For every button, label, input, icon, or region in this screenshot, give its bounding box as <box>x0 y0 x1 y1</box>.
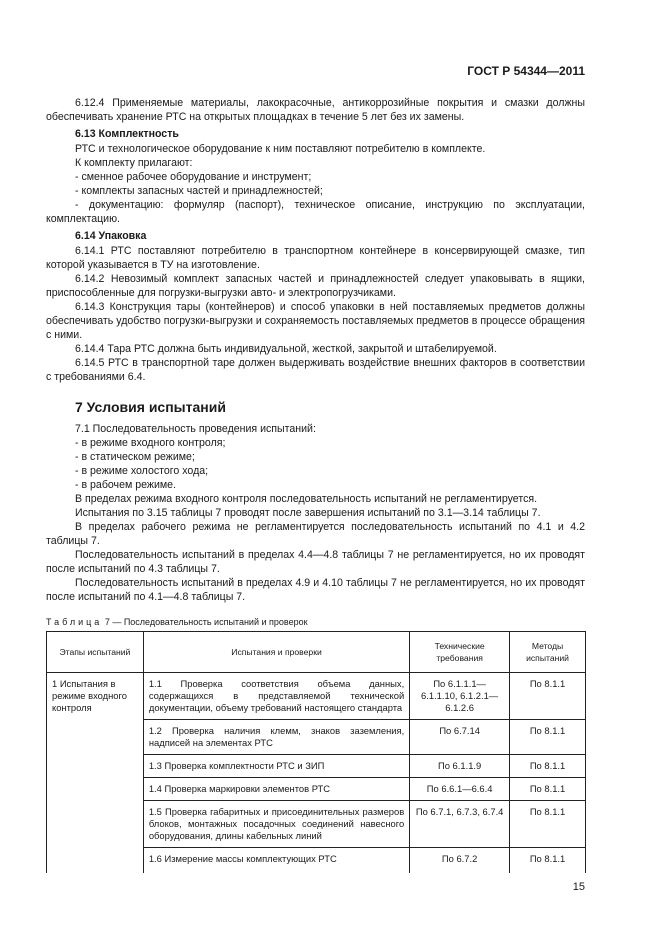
page-number: 15 <box>572 881 585 893</box>
table-cell: По 8.1.1 <box>510 755 586 778</box>
stage-cell: 1 Испытания в режиме входного контроля <box>47 673 144 874</box>
paragraph: 6.14.4 Тара РТС должна быть индивидуальной, жесткой, закрытой и штабелируемой. <box>75 343 497 355</box>
table-cell: 1.3 Проверка комплектности РТС и ЗИП <box>143 755 409 778</box>
table-cell: 1.1 Проверка соответствия объема данных, содержащихся в представляемой технической документации, объему требований настоящего стандарта <box>143 673 409 720</box>
paragraph: Последовательность испытаний в пределах 4.4—4.8 таблицы 7 не регламентируется, но их проводят после испытаний по 4.3 таблицы 7. <box>46 549 585 575</box>
paragraph: В пределах режима входного контроля последовательность испытаний не регламентируется. <box>75 493 538 505</box>
paragraph: К комплекту прилагают: <box>75 157 193 169</box>
caption-text: 7 — Последовательность испытаний и проверок <box>104 617 308 627</box>
column-header: Этапы испытаний <box>47 632 144 673</box>
chapter-heading: 7 Условия испытаний <box>75 399 226 415</box>
table-cell: По 8.1.1 <box>510 848 586 874</box>
paragraph: 6.14.3 Конструкция тары (контейнеров) и способ упаковки в ней поставляемых предметов должны обеспечивать удобство погрузки-выгрузки и сохраняемость поставляемых предметов в процессе обращения с ними. <box>46 301 585 341</box>
paragraph: 7.1 Последовательность проведения испытаний: <box>75 423 316 435</box>
list-item: - комплекты запасных частей и принадлежностей; <box>75 185 323 197</box>
column-header: Испытания и проверки <box>143 632 409 673</box>
table-cell: По 8.1.1 <box>510 778 586 801</box>
tests-table <box>46 631 586 873</box>
section-6-13 <box>46 127 585 226</box>
caption-label: Таблица <box>46 617 103 627</box>
paragraph: 6.12.4 Применяемые материалы, лакокрасочные, антикоррозийные покрытия и смазки должны обеспечивать хранение РТС на открытых площадках в течение 5 лет без их замены. <box>46 97 585 123</box>
document-id-header: ГОСТ Р 54344—2011 <box>467 64 585 78</box>
table-cell: 1.2 Проверка наличия клемм, знаков заземления, надписей на элементах РТС <box>143 720 409 755</box>
list-item: - в режиме входного контроля; <box>75 437 226 449</box>
paragraph: РТС и технологическое оборудование к ним поставляют потребителю в комплекте. <box>75 143 486 155</box>
table-cell: 1.6 Измерение массы комплектующих РТС <box>143 848 409 874</box>
column-header: Технические требования <box>410 632 510 673</box>
table-cell: По 6.7.1, 6.7.3, 6.7.4 <box>410 801 510 848</box>
list-item: - документацию: формуляр (паспорт), техническое описание, инструкцию по эксплуатации, комплектацию. <box>46 199 585 225</box>
paragraph: 6.14.1 РТС поставляют потребителю в транспортном контейнере в консервирующей смазке, тип которой указывается в ТУ на изготовление. <box>46 245 585 271</box>
table-cell: По 6.7.14 <box>410 720 510 755</box>
paragraph: В пределах рабочего режима не регламентируется последовательность испытаний по 4.1 и 4.2 таблицы 7. <box>46 521 585 547</box>
table-cell: 1.4 Проверка маркировки элементов РТС <box>143 778 409 801</box>
paragraph: Испытания по 3.15 таблицы 7 проводят после завершения испытаний по 3.1—3.14 таблицы 7. <box>75 507 541 519</box>
paragraph: 6.14.5 РТС в транспортной таре должен выдерживать воздействие внешних факторов в соответствии с требованиями 6.4. <box>46 357 585 383</box>
section-7-1 <box>46 422 585 604</box>
paragraph: Последовательность испытаний в пределах 4.9 и 4.10 таблицы 7 не регламентируется, но их проводят после испытаний по 4.1—4.8 таблицы 7. <box>46 577 585 603</box>
table-cell: По 6.7.2 <box>410 848 510 874</box>
list-item: - в режиме холостого хода; <box>75 465 209 477</box>
column-header: Методы испытаний <box>510 632 586 673</box>
table-cell: По 8.1.1 <box>510 673 586 720</box>
table-cell: По 6.6.1—6.6.4 <box>410 778 510 801</box>
table-cell: По 8.1.1 <box>510 801 586 848</box>
section-heading: 6.14 Упаковка <box>75 230 147 242</box>
table-cell: По 6.1.1.9 <box>410 755 510 778</box>
table-cell: По 6.1.1.1—6.1.1.10, 6.1.2.1—6.1.2.6 <box>410 673 510 720</box>
section-6-14 <box>46 229 585 384</box>
list-item: - в статическом режиме; <box>75 451 195 463</box>
paragraph: 6.14.2 Невозимый комплект запасных частей и принадлежностей следует упаковывать в ящики, приспособленные для погрузки-выгрузки авто- и электропогрузчиками. <box>46 273 585 299</box>
list-item: - сменное рабочее оборудование и инструмент; <box>75 171 312 183</box>
list-item: - в рабочем режиме. <box>75 479 176 491</box>
table-caption <box>46 616 585 628</box>
table-cell: По 8.1.1 <box>510 720 586 755</box>
table-cell: 1.5 Проверка габаритных и присоединительных размеров блоков, монтажных посадочных соединений навесного оборудования, длины кабельных линий <box>143 801 409 848</box>
table-row <box>47 673 586 720</box>
section-6-12-4 <box>46 96 585 124</box>
table-header-row <box>47 632 586 673</box>
section-heading: 6.13 Комплектность <box>75 128 179 140</box>
